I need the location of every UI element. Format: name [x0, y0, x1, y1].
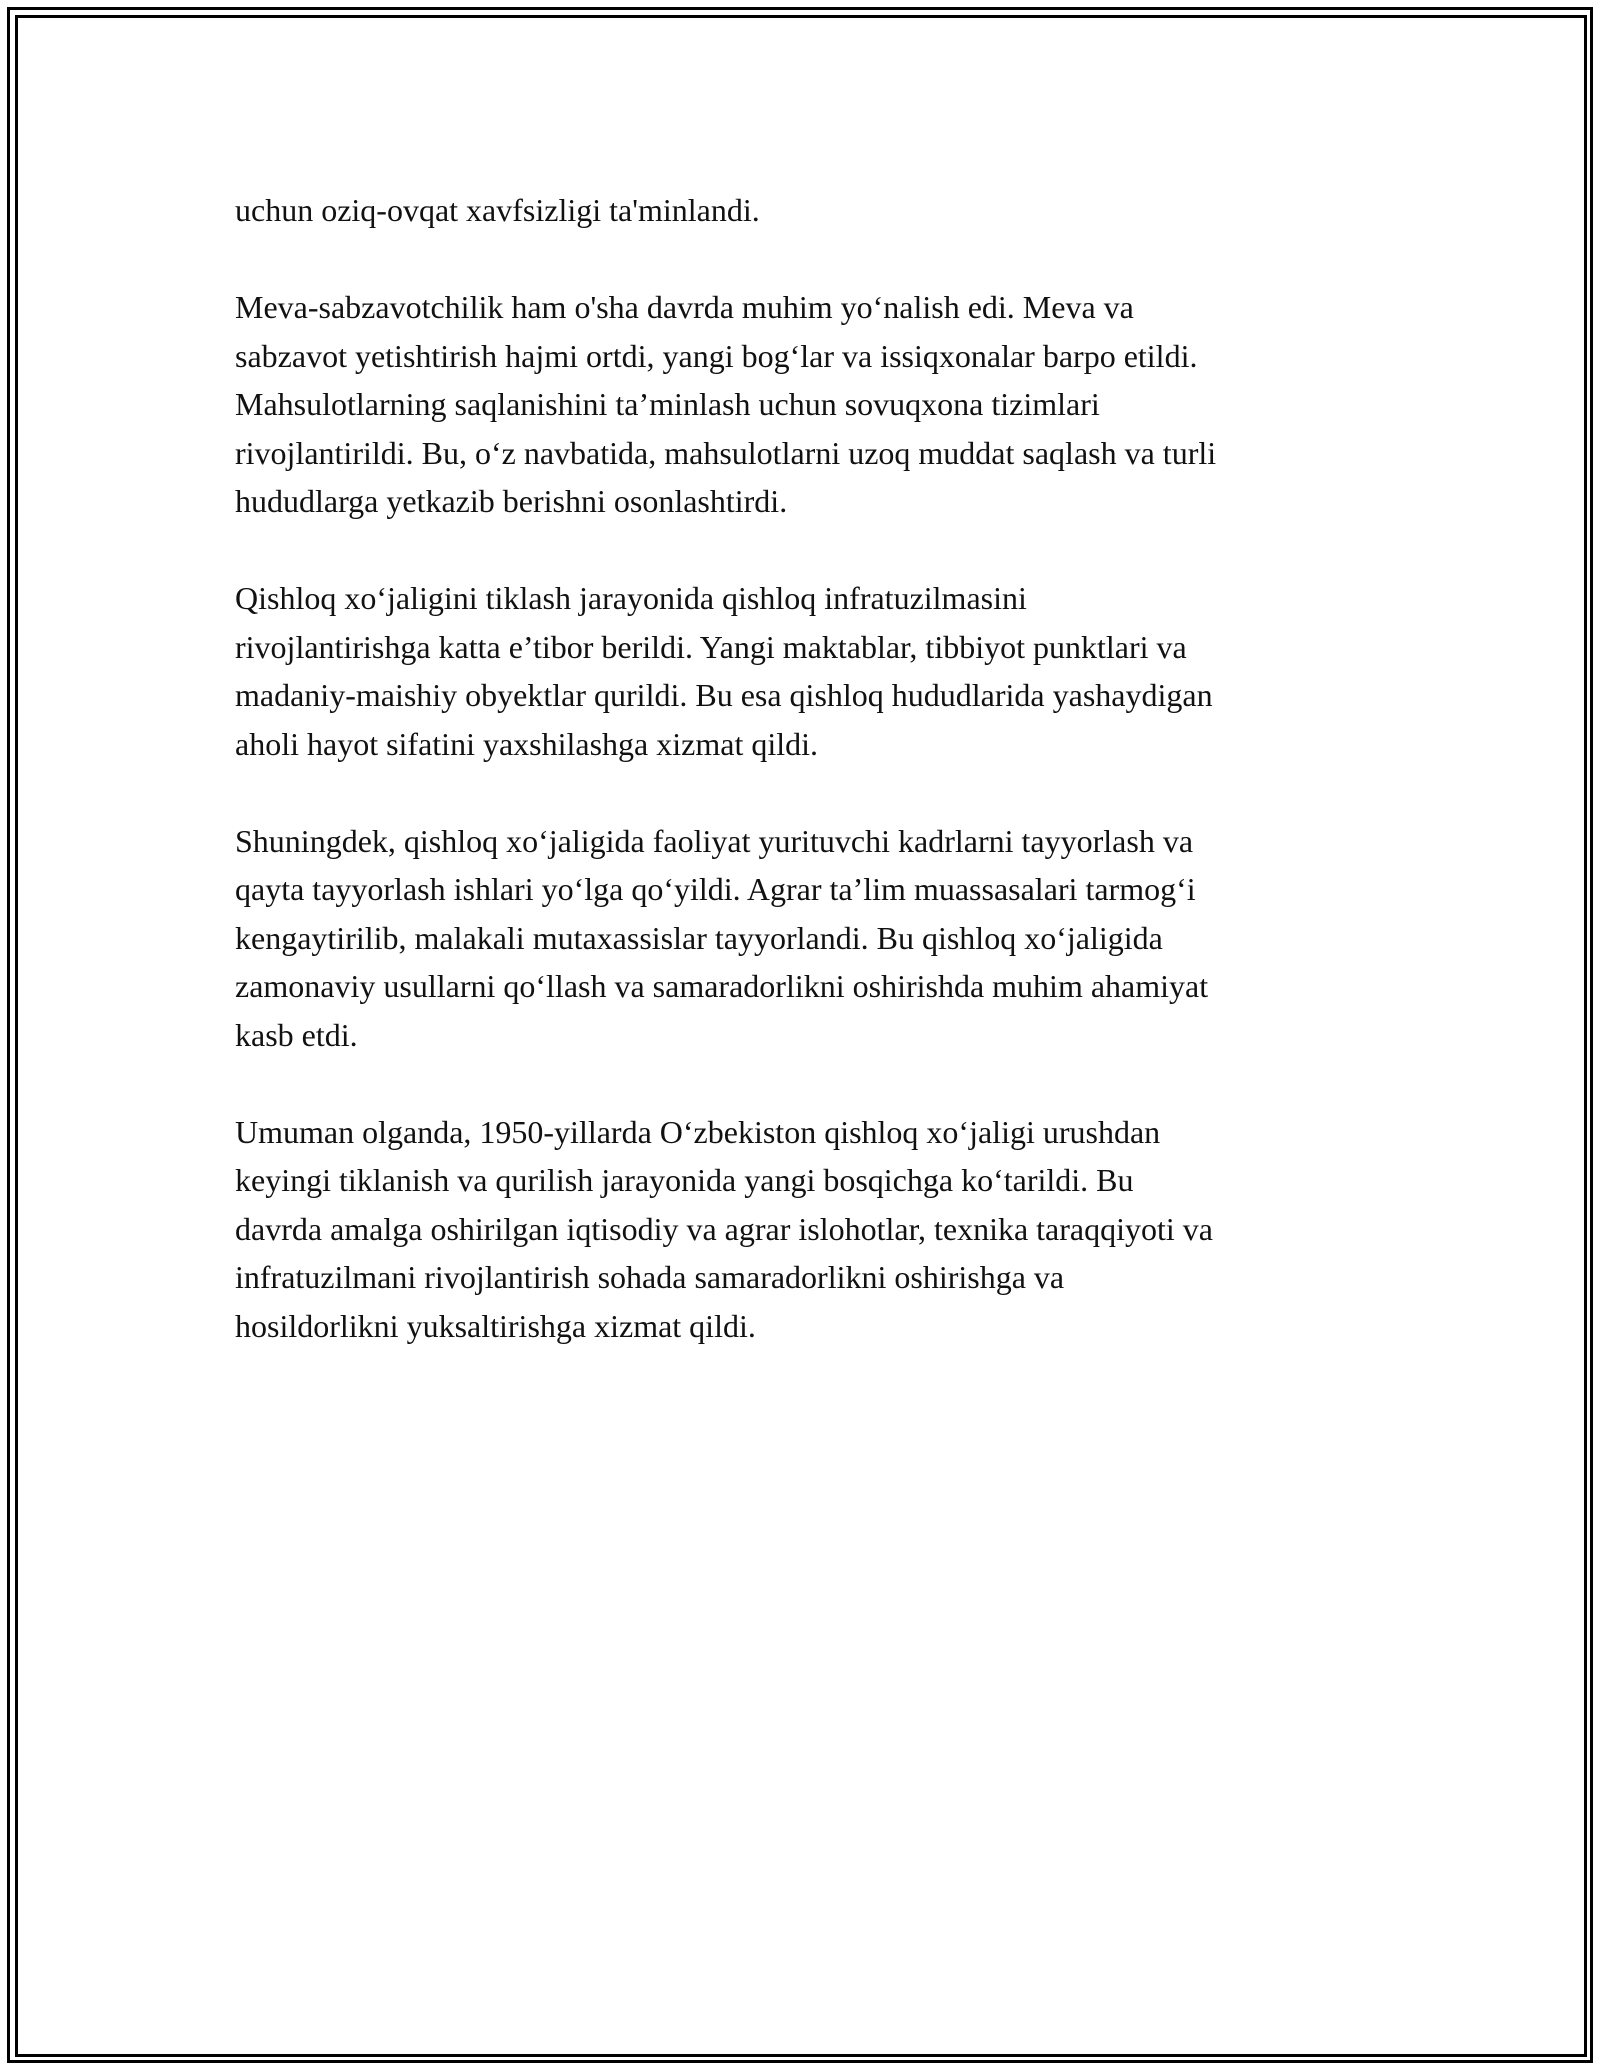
paragraph-continuation: uchun oziq-ovqat xavfsizligi ta'minlandi.	[235, 192, 760, 228]
paragraph-conclusion: Umuman olganda, 1950-yillarda O‘zbekiston qishloq xo‘jaligi urushdan keyingi tiklanish va qurilish jarayonida yangi bosqichga ko‘tarildi. Bu davrda amalga oshirilgan iqtisodiy va agrar islohotlar, texnika taraqqiyoti va infratuzilmani rivojlantirish sohada samaradorlikni oshirishga va hosildorlikni yuksaltirishga xizmat qildi.	[235, 1113, 1213, 1344]
paragraph-fruit-vegetable: Meva-sabzavotchilik ham o'sha davrda muhim yo‘nalish edi. Meva va sabzavot yetishtirish hajmi ortdi, yangi bog‘lar va issiqxonalar barpo etildi. Mahsulotlarning saqlanishini ta’minlash uchun sovuqxona tizimlari rivojlantirildi. Bu, o‘z navbatida, mahsulotlarni uzoq muddat saqlash va turli hududlarga yetkazib berishni osonlashtirdi.	[235, 289, 1217, 519]
document-body	[235, 186, 1385, 1399]
paragraph-rural-infrastructure: Qishloq xo‘jaligini tiklash jarayonida qishloq infratuzilmasini rivojlantirishga katta e’tibor berildi. Yangi maktablar, tibbiyot punktlari va madaniy-maishiy obyektlar qurildi. Bu esa qishloq hududlarida yashaydigan aholi hayot sifatini yaxshilashga xizmat qildi.	[235, 580, 1213, 762]
paragraph-personnel-training: Shuningdek, qishloq xo‘jaligida faoliyat yurituvchi kadrlarni tayyorlash va qayta tayyorlash ishlari yo‘lga qo‘yildi. Agrar ta’lim muassasalari tarmog‘i kengaytirilib, malakali mutaxassislar tayyorlandi. Bu qishloq xo‘jaligida zamonaviy usullarni qo‘llash va samaradorlikni oshirishda muhim ahamiyat kasb etdi.	[235, 822, 1209, 1053]
